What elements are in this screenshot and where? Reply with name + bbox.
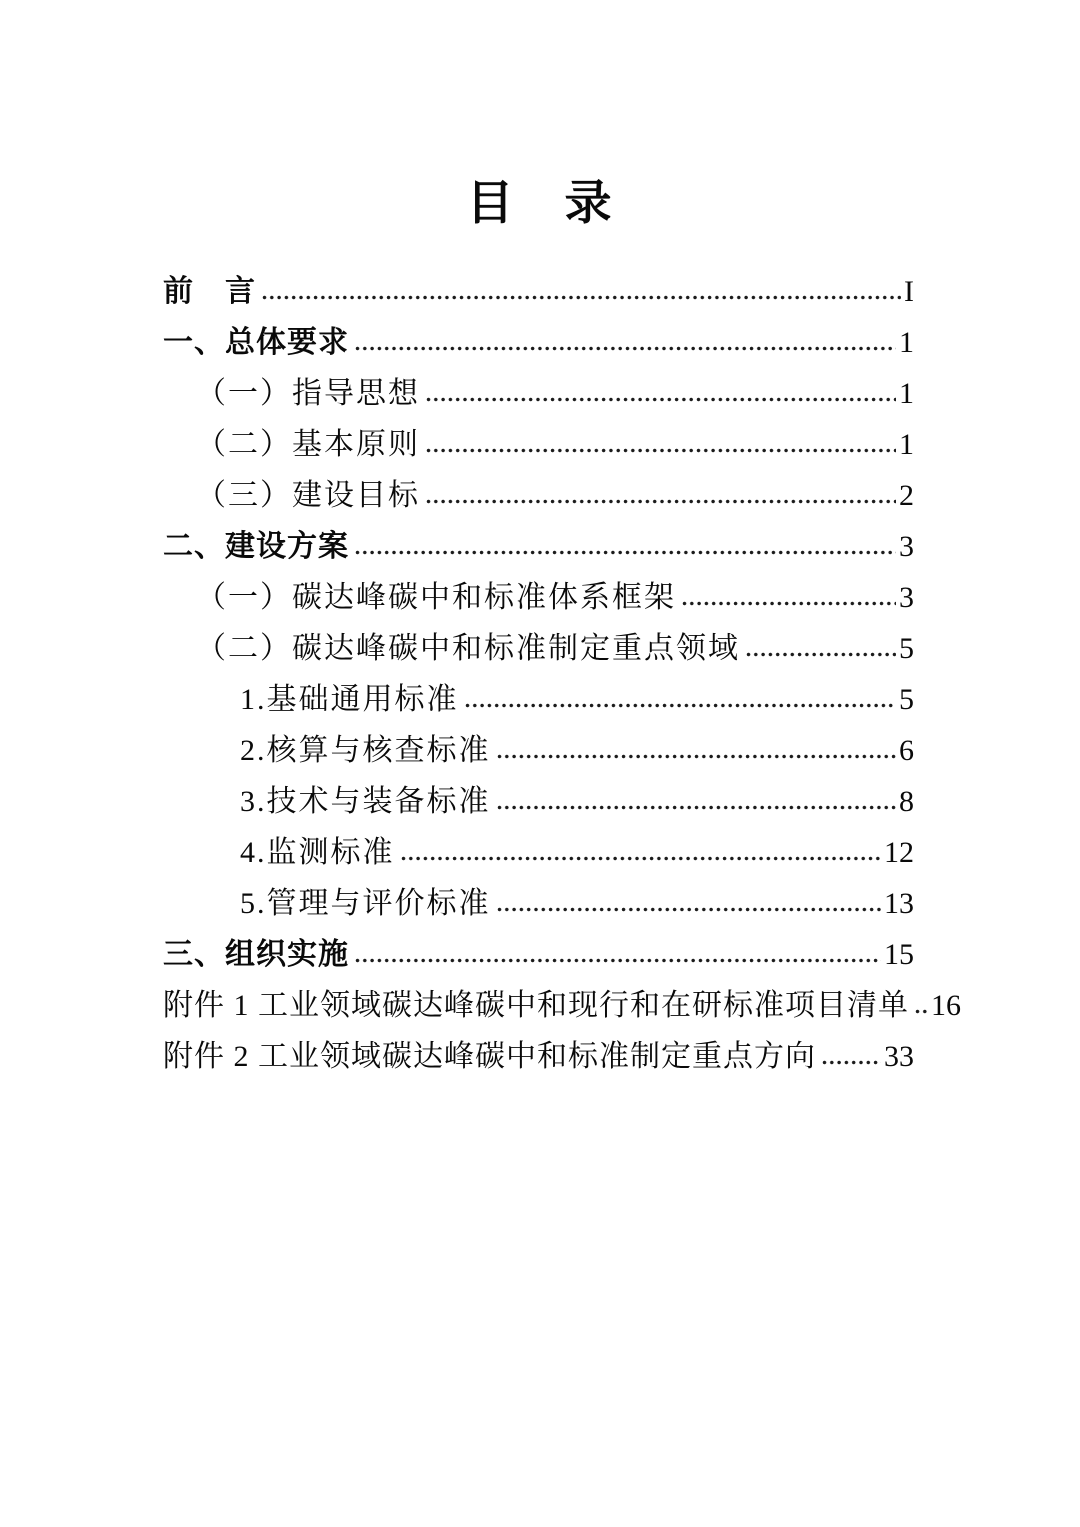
toc-dot-leader	[914, 1008, 928, 1015]
toc-entry-label: （一）碳达峰碳中和标准体系框架	[196, 581, 676, 614]
toc-entry	[196, 572, 914, 623]
toc-dot-leader	[425, 396, 896, 403]
toc-dot-leader	[261, 294, 901, 301]
toc-entry-page: 12	[884, 836, 914, 869]
toc-entry	[196, 368, 914, 419]
toc-dot-leader	[745, 651, 896, 658]
toc-dot-leader	[400, 855, 882, 862]
toc-dot-leader	[354, 549, 896, 556]
toc-entry	[240, 878, 914, 929]
toc-entry-label: 附件 1 工业领域碳达峰碳中和现行和在研标准项目清单	[163, 989, 909, 1022]
toc-dot-leader	[681, 600, 896, 607]
toc-dot-leader	[354, 957, 881, 964]
toc-entry-label: 附件 2 工业领域碳达峰碳中和标准制定重点方向	[163, 1040, 816, 1073]
page-title: 目 录	[466, 178, 614, 230]
toc-dot-leader	[496, 804, 897, 811]
toc-entry	[240, 827, 914, 878]
table-of-contents	[163, 266, 961, 1082]
toc-entry-label: （一）指导思想	[196, 377, 420, 410]
toc-entry-page: 1	[899, 326, 914, 359]
toc-entry	[196, 623, 914, 674]
toc-entry-page: 1	[899, 428, 914, 461]
toc-dot-leader	[821, 1059, 881, 1066]
toc-entry-page: 8	[899, 785, 914, 818]
toc-entry-page: 5	[899, 632, 914, 665]
toc-entry	[163, 317, 914, 368]
toc-entry-page: I	[904, 275, 914, 308]
toc-entry	[196, 419, 914, 470]
toc-entry	[163, 980, 961, 1031]
toc-entry-label: 2.核算与核查标准	[240, 734, 491, 767]
toc-dot-leader	[425, 447, 896, 454]
toc-entry-label: 一、总体要求	[163, 326, 349, 359]
toc-entry-label: 5.管理与评价标准	[240, 887, 491, 920]
toc-dot-leader	[425, 498, 896, 505]
toc-entry	[163, 266, 914, 317]
toc-entry-page: 3	[899, 581, 914, 614]
toc-dot-leader	[464, 702, 897, 709]
toc-entry-page: 33	[884, 1040, 914, 1073]
toc-entry-page: 2	[899, 479, 914, 512]
toc-entry-label: （三）建设目标	[196, 479, 420, 512]
toc-entry	[240, 725, 914, 776]
toc-entry	[240, 674, 914, 725]
toc-entry-label: 3.技术与装备标准	[240, 785, 491, 818]
toc-entry-page: 15	[884, 938, 914, 971]
toc-entry-page: 13	[884, 887, 914, 920]
toc-entry-page: 5	[899, 683, 914, 716]
toc-entry	[163, 929, 914, 980]
toc-entry	[163, 521, 914, 572]
toc-entry	[196, 470, 914, 521]
toc-entry-label: （二）基本原则	[196, 428, 420, 461]
toc-entry-label: 4.监测标准	[240, 836, 395, 869]
toc-entry-label: 二、建设方案	[163, 530, 349, 563]
toc-entry	[240, 776, 914, 827]
toc-dot-leader	[354, 345, 896, 352]
toc-entry-label: 1.基础通用标准	[240, 683, 459, 716]
toc-dot-leader	[496, 906, 882, 913]
toc-entry-page: 1	[899, 377, 914, 410]
toc-entry	[163, 1031, 914, 1082]
toc-entry-page: 3	[899, 530, 914, 563]
toc-entry-label: 前 言	[163, 275, 256, 308]
toc-entry-page: 6	[899, 734, 914, 767]
toc-dot-leader	[496, 753, 897, 760]
toc-entry-page: 16	[931, 989, 961, 1022]
toc-entry-label: 三、组织实施	[163, 938, 349, 971]
toc-entry-label: （二）碳达峰碳中和标准制定重点领域	[196, 632, 740, 665]
